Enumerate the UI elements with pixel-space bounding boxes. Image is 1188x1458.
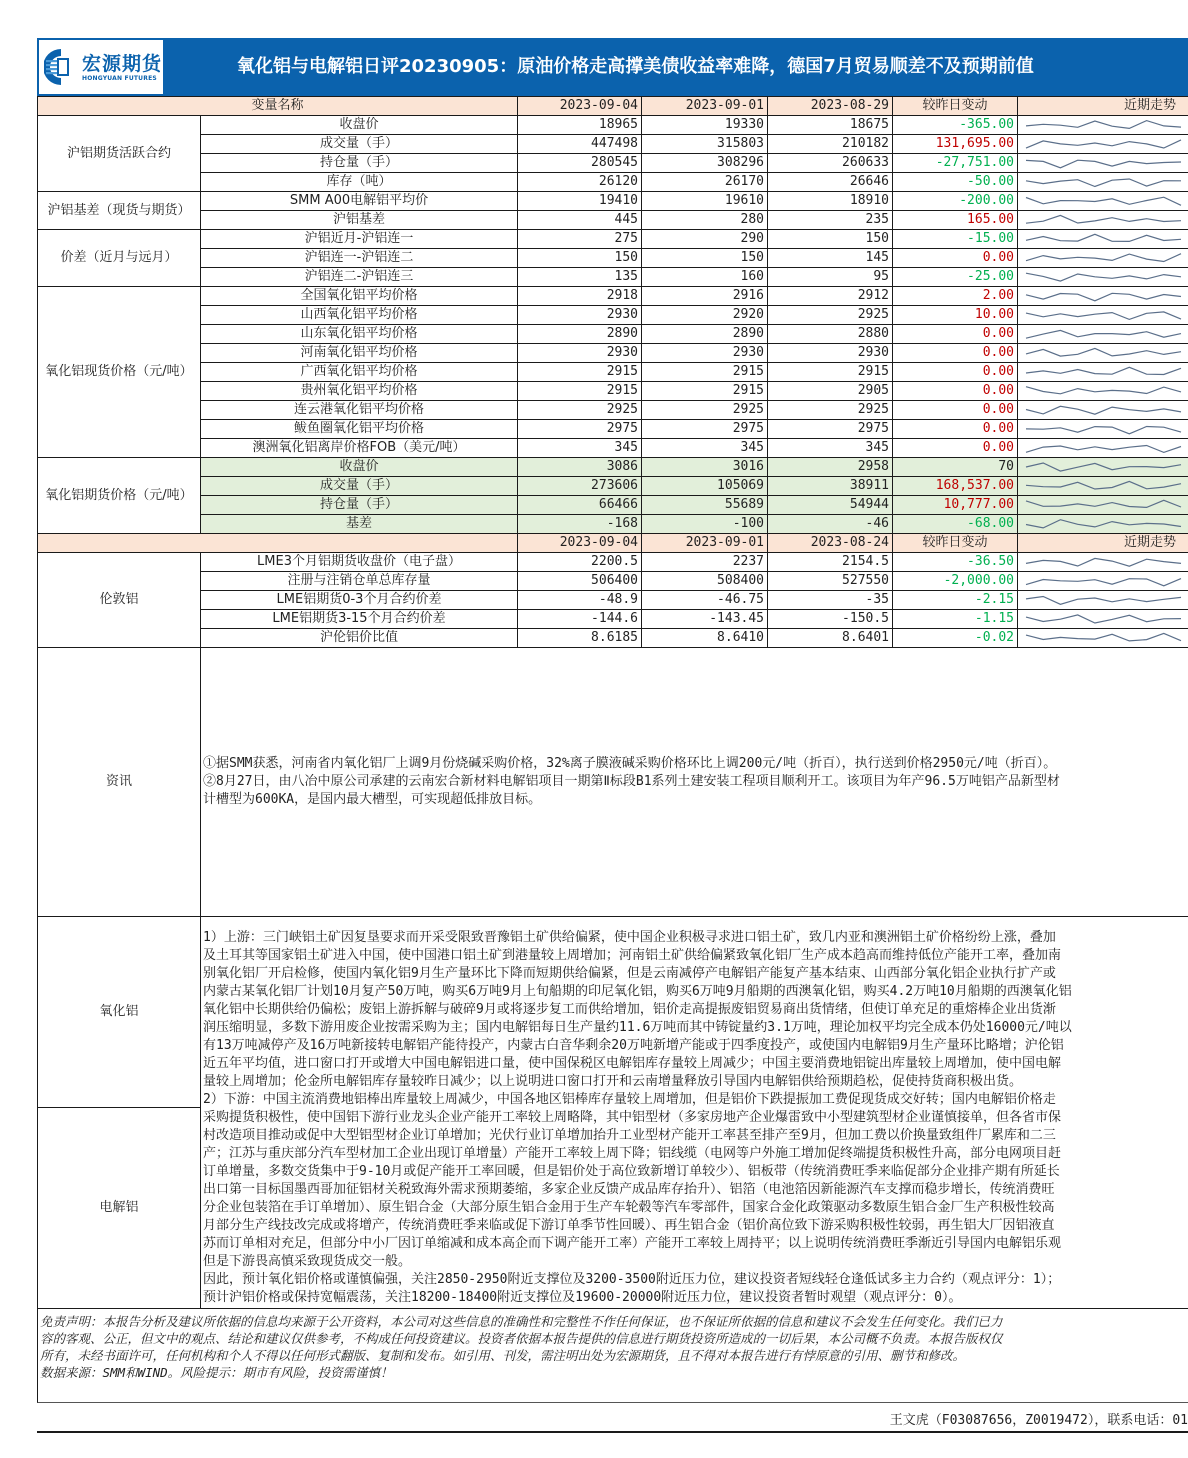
table-row xyxy=(38,116,1188,135)
analysis-line: 但是下游畏高慎采致现货成交一般。 xyxy=(203,1254,412,1269)
value-date-2: 2237 xyxy=(642,553,768,572)
value-date-3: 235 xyxy=(768,211,893,230)
report-title: 氧化铝与电解铝日评20230905：原油价格走高撑美债收益率难降，德国7月贸易顺差不及预期前值 xyxy=(237,56,1034,77)
value-date-3: 2905 xyxy=(768,382,893,401)
trend-sparkline xyxy=(1018,439,1188,458)
analysis-line: 苏而订单相对充足，但部分中小厂因订单缩减和成本高企而下调产能开工率）产能开工率较上周持平；以上说明传统消费旺季渐近引导国内电解铝乐观 xyxy=(203,1236,1062,1251)
lme-column-date-1: 2023-09-04 xyxy=(518,534,642,553)
trend-sparkline xyxy=(1018,192,1188,211)
disclaimer xyxy=(37,1309,1188,1403)
value-date-1: 2918 xyxy=(518,287,642,306)
variable-name: 全国氧化铝平均价格 xyxy=(201,287,518,306)
analysis-content xyxy=(201,917,1188,1309)
analysis-line: 量较上周增加；伦金所电解铝库存量较昨日减少；以上说明进口窗口打开和云南增量释放引导国内电解铝供给预期趋松，促使持货商积极出货。 xyxy=(203,1074,1023,1089)
value-date-3: 345 xyxy=(768,439,893,458)
lme-header-blank xyxy=(38,534,518,553)
analysis-line: 氧化铝中长期供给仍偏松；废铝上游拆解与破碎9月或将逐步复工而供给增加，铝价走高提振废铝贸易商出货情绪，但使订单充足的重熔棒企业出货渐 xyxy=(203,1002,1056,1017)
value-date-1: 2890 xyxy=(518,325,642,344)
change-value: 0.00 xyxy=(893,401,1018,420)
analysis-line: 村改造项目推动或促中大型铝型材企业订单增加；光伏行业订单增加抬升工业型材产能开工率甚至排产至9月，但加工费以价换量致组件厂累库和二三 xyxy=(203,1128,1056,1143)
change-value: -2,000.00 xyxy=(893,572,1018,591)
group-label: 沪铝基差（现货与期货） xyxy=(38,192,201,230)
analysis-line: 内蒙古某氧化铝厂计划10月复产50万吨，购买6万吨9月上旬船期的印尼氧化铝，购买6万吨9月船期的西澳氧化铝，购买4.2万吨10月船期的西澳氧化铝 xyxy=(203,984,1072,999)
value-date-2: -143.45 xyxy=(642,610,768,629)
change-value: -1.15 xyxy=(893,610,1018,629)
column-header-date-3: 2023-08-29 xyxy=(768,97,893,116)
variable-name: 河南氧化铝平均价格 xyxy=(201,344,518,363)
trend-sparkline xyxy=(1018,401,1188,420)
value-date-1: -48.9 xyxy=(518,591,642,610)
table-row xyxy=(38,496,1188,515)
table-row xyxy=(38,363,1188,382)
variable-name: 注册与注销仓单总库存量 xyxy=(201,572,518,591)
variable-name: LME铝期货3-15个月合约价差 xyxy=(201,610,518,629)
value-date-2: 2930 xyxy=(642,344,768,363)
value-date-1: -144.6 xyxy=(518,610,642,629)
logo-english-name: HONGYUAN FUTURES xyxy=(82,74,157,82)
value-date-1: 2200.5 xyxy=(518,553,642,572)
analysis-line: 2）下游：中国主流消费地铝棒出库量较上周减少，中国各地区铝棒库存量较上周增加，但是铝价下跌提振加工费促现货成交好转；国内电解铝价格走 xyxy=(203,1092,1056,1107)
value-date-2: 8.6410 xyxy=(642,629,768,648)
analysis-label-alumina: 氧化铝 xyxy=(38,917,201,1108)
group-label: 氧化铝现货价格（元/吨） xyxy=(38,287,201,458)
column-header-date-2: 2023-09-01 xyxy=(642,97,768,116)
table-row xyxy=(38,458,1188,477)
change-value: -15.00 xyxy=(893,230,1018,249)
value-date-2: 508400 xyxy=(642,572,768,591)
variable-name: 成交量（手） xyxy=(201,135,518,154)
disclaimer-line-3: 所有，未经书面许可，任何机构和个人不得以任何形式翻版、复制和发布。如引用、刊发，需注明出处为宏源期货，且不得对本报告进行有悖原意的引用、删节和修改。 xyxy=(40,1348,966,1363)
value-date-3: 2925 xyxy=(768,306,893,325)
table-header-row xyxy=(38,97,1188,116)
value-date-3: 8.6401 xyxy=(768,629,893,648)
value-date-3: -35 xyxy=(768,591,893,610)
value-date-3: -150.5 xyxy=(768,610,893,629)
value-date-2: 2915 xyxy=(642,382,768,401)
disclaimer-line-2: 容的客观、公正，但文中的观点、结论和建议仅供参考，不构成任何投资建议。投资者依据本报告提供的信息进行期货投资所造成的一切后果，本公司概不负责。本报告版权仅 xyxy=(40,1331,1003,1346)
analysis-line: 产；江苏与重庆部分汽车型材加工企业出现订单增量）产能开工率较上周下降；铝线缆（电网等户外施工增加促终端提货积极性升高，部分电网项目赶 xyxy=(203,1146,1062,1161)
trend-sparkline xyxy=(1018,135,1188,154)
analysis-line: 及土耳其等国家铝土矿进入中国，使中国港口铝土矿到港量较上周增加；河南铝土矿供给偏紧致氧化铝厂生产成本趋高而维持低位产能开工率，叠加南 xyxy=(203,948,1062,963)
value-date-3: 54944 xyxy=(768,496,893,515)
value-date-1: 19410 xyxy=(518,192,642,211)
analysis-line: 有13万吨减停产及16万吨新接转电解铝产能待投产，内蒙古白音华剩余20万吨新增产能或于四季度投产，或使国内电解铝9月生产量环比略增；沪伦铝 xyxy=(203,1038,1064,1053)
value-date-3: 210182 xyxy=(768,135,893,154)
trend-sparkline xyxy=(1018,287,1188,306)
change-value: 0.00 xyxy=(893,439,1018,458)
trend-sparkline xyxy=(1018,230,1188,249)
value-date-2: 55689 xyxy=(642,496,768,515)
analysis-line: 润压缩明显，多数下游用废企业按需采购为主；国内电解铝每日生产量约11.6万吨而其中铸锭量约3.1万吨，理论加权平均完全成本仍处16000元/吨以 xyxy=(203,1020,1072,1035)
value-date-3: 2958 xyxy=(768,458,893,477)
trend-sparkline xyxy=(1018,553,1188,572)
trend-sparkline xyxy=(1018,325,1188,344)
analysis-line: 月部分生产线技改完成或将增产，传统消费旺季来临或促下游订单季节性回暖）、再生铝合金（铝价高位致下游采购积极性较弱，再生铝大厂因铝液直 xyxy=(203,1218,1055,1233)
variable-name: SMM A00电解铝平均价 xyxy=(201,192,518,211)
value-date-2: 2916 xyxy=(642,287,768,306)
value-date-3: 2880 xyxy=(768,325,893,344)
variable-name: 沪铝近月-沪铝连一 xyxy=(201,230,518,249)
report-header xyxy=(37,38,1188,96)
variable-name: 鲅鱼圈氧化铝平均价格 xyxy=(201,420,518,439)
value-date-1: -168 xyxy=(518,515,642,534)
change-value: 2.00 xyxy=(893,287,1018,306)
analysis-line: 近五年平均值，进口窗口打开或增大中国电解铝进口量，使中国保税区电解铝库存量较上周减少；中国主要消费地铝锭出库量较上周增加，使中国电解 xyxy=(203,1056,1062,1071)
value-date-1: 2925 xyxy=(518,401,642,420)
variable-name: 山西氧化铝平均价格 xyxy=(201,306,518,325)
variable-name: 持仓量（手） xyxy=(201,154,518,173)
table-row xyxy=(38,439,1188,458)
trend-sparkline xyxy=(1018,363,1188,382)
table-row xyxy=(38,287,1188,306)
table-row xyxy=(38,154,1188,173)
value-date-3: 18675 xyxy=(768,116,893,135)
value-date-3: 527550 xyxy=(768,572,893,591)
value-date-3: 26646 xyxy=(768,173,893,192)
value-date-3: 150 xyxy=(768,230,893,249)
lme-column-date-2: 2023-09-01 xyxy=(642,534,768,553)
value-date-2: 2925 xyxy=(642,401,768,420)
value-date-3: -46 xyxy=(768,515,893,534)
change-value: 0.00 xyxy=(893,325,1018,344)
variable-name: 山东氧化铝平均价格 xyxy=(201,325,518,344)
news-content xyxy=(201,648,1188,917)
trend-sparkline xyxy=(1018,591,1188,610)
column-header-date-1: 2023-09-04 xyxy=(518,97,642,116)
trend-sparkline xyxy=(1018,154,1188,173)
news-label: 资讯 xyxy=(38,648,201,917)
change-value: -25.00 xyxy=(893,268,1018,287)
table-row xyxy=(38,382,1188,401)
change-value: 165.00 xyxy=(893,211,1018,230)
trend-sparkline xyxy=(1018,420,1188,439)
trend-sparkline xyxy=(1018,382,1188,401)
change-value: -50.00 xyxy=(893,173,1018,192)
column-header-trend: 近期走势 xyxy=(1018,97,1188,116)
value-date-3: 145 xyxy=(768,249,893,268)
analysis-line: 采购提货积极性，使中国铝下游行业龙头企业产能开工率较上周略降，其中铝型材（多家房地产企业爆雷致中小型建筑型材企业谨慎接单，但各省市保 xyxy=(203,1110,1062,1125)
table-row xyxy=(38,173,1188,192)
analysis-label-aluminum: 电解铝 xyxy=(38,1108,201,1309)
change-value: 0.00 xyxy=(893,420,1018,439)
value-date-2: -100 xyxy=(642,515,768,534)
variable-name: 沪铝连一-沪铝连二 xyxy=(201,249,518,268)
change-value: 0.00 xyxy=(893,363,1018,382)
trend-sparkline xyxy=(1018,249,1188,268)
logo-chinese-name: 宏源期货 xyxy=(82,52,163,75)
news-row xyxy=(38,648,1188,917)
value-date-2: -46.75 xyxy=(642,591,768,610)
change-value: 0.00 xyxy=(893,249,1018,268)
value-date-1: 273606 xyxy=(518,477,642,496)
trend-sparkline xyxy=(1018,344,1188,363)
variable-name: 库存（吨） xyxy=(201,173,518,192)
value-date-1: 18965 xyxy=(518,116,642,135)
value-date-2: 345 xyxy=(642,439,768,458)
table-row xyxy=(38,420,1188,439)
analyst-contact: 王文虎（F03087656，Z0019472），联系电话：01 xyxy=(37,1403,1188,1433)
change-value: -365.00 xyxy=(893,116,1018,135)
change-value: 0.00 xyxy=(893,344,1018,363)
change-value: -200.00 xyxy=(893,192,1018,211)
analysis-line: 分企业包装箔在手订单增加）、原生铝合金（大部分原生铝合金用于生产车轮毂等汽车零部件，国家合金化政策驱动多数原生铝合金厂生产积极性较高 xyxy=(203,1200,1055,1215)
lme-column-change: 较昨日变动 xyxy=(893,534,1018,553)
analysis-line: 订单增量，多数交货集中于9-10月或促产能开工率回暖，但是铝价处于高位致新增订单较少）、铝板带（传统消费旺季来临促部分企业排产期有所延长 xyxy=(203,1164,1060,1179)
variable-name: 收盘价 xyxy=(201,458,518,477)
value-date-2: 19610 xyxy=(642,192,768,211)
value-date-3: 2912 xyxy=(768,287,893,306)
disclaimer-line-1: 免责声明：本报告分析及建议所依据的信息均来源于公开资料，本公司对这些信息的准确性和完整性不作任何保证，也不保证所依据的信息和建议不会发生任何变化。我们已力 xyxy=(40,1314,1003,1329)
table-row xyxy=(38,211,1188,230)
value-date-1: 2930 xyxy=(518,306,642,325)
value-date-2: 2890 xyxy=(642,325,768,344)
change-value: 168,537.00 xyxy=(893,477,1018,496)
disclaimer-line-4: 数据来源：SMM和WIND。风险提示：期市有风险，投资需谨慎！ xyxy=(40,1365,393,1380)
value-date-3: 260633 xyxy=(768,154,893,173)
variable-name: 澳洲氧化铝离岸价格FOB（美元/吨） xyxy=(201,439,518,458)
group-label: 沪铝期货活跃合约 xyxy=(38,116,201,192)
value-date-1: 506400 xyxy=(518,572,642,591)
value-date-3: 2154.5 xyxy=(768,553,893,572)
data-table xyxy=(37,96,1188,1309)
hongyuan-logo-icon xyxy=(44,47,78,87)
variable-name: 成交量（手） xyxy=(201,477,518,496)
value-date-2: 308296 xyxy=(642,154,768,173)
group-label: 氧化铝期货价格（元/吨） xyxy=(38,458,201,534)
change-value: -27,751.00 xyxy=(893,154,1018,173)
analysis-line: 别氧化铝厂开启检修，使国内氧化铝9月生产量环比下降而短期供给偏紧，但是云南减停产电解铝产能复产基本结束、山西部分氧化铝企业执行扩产或 xyxy=(203,966,1056,981)
table-row xyxy=(38,477,1188,496)
variable-name: 广西氧化铝平均价格 xyxy=(201,363,518,382)
table-row xyxy=(38,230,1188,249)
value-date-1: 135 xyxy=(518,268,642,287)
value-date-1: 280545 xyxy=(518,154,642,173)
table-row xyxy=(38,572,1188,591)
value-date-1: 150 xyxy=(518,249,642,268)
table-row xyxy=(38,610,1188,629)
column-header-change: 较昨日变动 xyxy=(893,97,1018,116)
value-date-3: 2915 xyxy=(768,363,893,382)
value-date-2: 150 xyxy=(642,249,768,268)
value-date-3: 18910 xyxy=(768,192,893,211)
news-line-1: ①据SMM获悉，河南省内氧化铝厂上调9月份烧碱采购价格，32%离子膜液碱采购价格环比上调200元/吨（折百），执行送到价格2950元/吨（折百）。 xyxy=(203,756,1057,771)
change-value: -0.02 xyxy=(893,629,1018,648)
value-date-3: 2925 xyxy=(768,401,893,420)
table-row xyxy=(38,268,1188,287)
variable-name: 沪铝基差 xyxy=(201,211,518,230)
value-date-1: 345 xyxy=(518,439,642,458)
value-date-1: 2975 xyxy=(518,420,642,439)
value-date-2: 3016 xyxy=(642,458,768,477)
value-date-1: 66466 xyxy=(518,496,642,515)
group-label: 价差（近月与远月） xyxy=(38,230,201,287)
value-date-2: 26170 xyxy=(642,173,768,192)
table-row xyxy=(38,401,1188,420)
table-row xyxy=(38,591,1188,610)
value-date-2: 280 xyxy=(642,211,768,230)
value-date-1: 2930 xyxy=(518,344,642,363)
value-date-2: 105069 xyxy=(642,477,768,496)
news-line-2: ②8月27日，由八冶中原公司承建的云南宏合新材料电解铝项目一期第Ⅱ标段B1系列土建安装工程项目顺利开工。该项目为年产96.5万吨铝产品新型材 xyxy=(203,774,1060,789)
value-date-3: 38911 xyxy=(768,477,893,496)
trend-sparkline xyxy=(1018,610,1188,629)
value-date-2: 315803 xyxy=(642,135,768,154)
table-row xyxy=(38,249,1188,268)
trend-sparkline xyxy=(1018,477,1188,496)
analysis-line: 预计沪铝价格或保持宽幅震荡，关注18200-18400附近支撑位及19600-20000附近压力位，建议投资者暂时观望（观点评分：0）。 xyxy=(203,1290,962,1305)
value-date-2: 2915 xyxy=(642,363,768,382)
change-value: 10.00 xyxy=(893,306,1018,325)
trend-sparkline xyxy=(1018,496,1188,515)
table-row xyxy=(38,629,1188,648)
value-date-2: 290 xyxy=(642,230,768,249)
variable-name: 贵州氧化铝平均价格 xyxy=(201,382,518,401)
value-date-1: 2915 xyxy=(518,382,642,401)
change-value: 0.00 xyxy=(893,382,1018,401)
lme-column-date-3: 2023-08-24 xyxy=(768,534,893,553)
trend-sparkline xyxy=(1018,116,1188,135)
group-label-lme: 伦敦铝 xyxy=(38,553,201,648)
table-row xyxy=(38,325,1188,344)
lme-column-trend: 近期走势 xyxy=(1018,534,1188,553)
variable-name: 收盘价 xyxy=(201,116,518,135)
value-date-1: 447498 xyxy=(518,135,642,154)
change-value: -68.00 xyxy=(893,515,1018,534)
value-date-1: 445 xyxy=(518,211,642,230)
trend-sparkline xyxy=(1018,515,1188,534)
variable-name: 基差 xyxy=(201,515,518,534)
variable-name: LME铝期货0-3个月合约价差 xyxy=(201,591,518,610)
value-date-1: 2915 xyxy=(518,363,642,382)
change-value: 70 xyxy=(893,458,1018,477)
table-row xyxy=(38,515,1188,534)
trend-sparkline xyxy=(1018,629,1188,648)
variable-name: 沪伦铝价比值 xyxy=(201,629,518,648)
trend-sparkline xyxy=(1018,572,1188,591)
news-line-3: 计槽型为600KA，是国内最大槽型，可实现超低排放目标。 xyxy=(203,792,542,807)
analysis-line: 1）上游：三门峡铝土矿因复垦要求而开采受限致晋豫铝土矿供给偏紧，使中国企业积极寻求进口铝土矿，致几内亚和澳洲铝土矿价格纷纷上涨，叠加 xyxy=(203,930,1056,945)
report-sheet xyxy=(37,38,1188,1433)
table-row xyxy=(38,344,1188,363)
value-date-2: 160 xyxy=(642,268,768,287)
variable-name: 连云港氧化铝平均价格 xyxy=(201,401,518,420)
value-date-2: 19330 xyxy=(642,116,768,135)
variable-name: LME3个月铝期货收盘价（电子盘） xyxy=(201,553,518,572)
table-row xyxy=(38,306,1188,325)
column-header-variable: 变量名称 xyxy=(38,97,518,116)
table-row xyxy=(38,192,1188,211)
change-value: 10,777.00 xyxy=(893,496,1018,515)
trend-sparkline xyxy=(1018,306,1188,325)
change-value: -2.15 xyxy=(893,591,1018,610)
analysis-line: 出口第一目标国墨西哥加征铝材关税致海外需求预期萎缩，多家企业反馈产成品库存抬升）、铝箔（电池箔因新能源汽车支撑而稳步增长，传统消费旺 xyxy=(203,1182,1055,1197)
trend-sparkline xyxy=(1018,173,1188,192)
analysis-row-alumina xyxy=(38,917,1188,1108)
company-logo xyxy=(39,40,163,94)
variable-name: 沪铝连二-沪铝连三 xyxy=(201,268,518,287)
variable-name: 持仓量（手） xyxy=(201,496,518,515)
value-date-3: 2975 xyxy=(768,420,893,439)
lme-header-row xyxy=(38,534,1188,553)
value-date-1: 26120 xyxy=(518,173,642,192)
value-date-1: 3086 xyxy=(518,458,642,477)
analysis-line: 因此，预计氧化铝价格或谨慎偏强，关注2850-2950附近支撑位及3200-3500附近压力位，建议投资者短线轻仓逢低试多主力合约（观点评分：1）； xyxy=(203,1272,1061,1287)
table-row xyxy=(38,135,1188,154)
value-date-1: 8.6185 xyxy=(518,629,642,648)
value-date-1: 275 xyxy=(518,230,642,249)
change-value: 131,695.00 xyxy=(893,135,1018,154)
change-value: -36.50 xyxy=(893,553,1018,572)
table-row xyxy=(38,553,1188,572)
value-date-2: 2920 xyxy=(642,306,768,325)
trend-sparkline xyxy=(1018,211,1188,230)
trend-sparkline xyxy=(1018,458,1188,477)
trend-sparkline xyxy=(1018,268,1188,287)
value-date-3: 95 xyxy=(768,268,893,287)
value-date-3: 2930 xyxy=(768,344,893,363)
value-date-2: 2975 xyxy=(642,420,768,439)
